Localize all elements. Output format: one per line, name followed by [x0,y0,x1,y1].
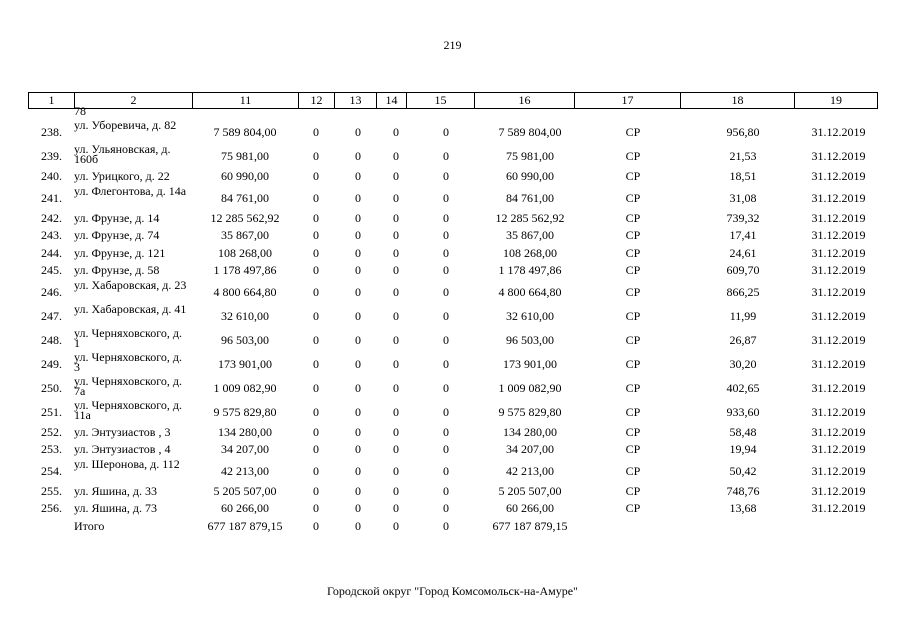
value-cell-19: 31.12.2019 [811,169,866,183]
value-cell-18: 933,60 [726,404,760,419]
value-cell-15: 0 [443,501,449,515]
value-cell-17: СР [625,404,641,419]
value-cell-17: СР [625,424,641,439]
address-cell: ул. Урицкого, д. 22 [74,169,170,183]
value-cell-16: 42 213,00 [506,463,554,478]
value-cell-19: 31.12.2019 [811,263,866,277]
table-row [28,144,877,168]
value-cell-14: 0 [393,501,399,515]
value-cell-17: СР [625,332,641,347]
value-cell-15: 0 [443,245,449,260]
value-cell-13: 0 [355,210,361,225]
row-number: 239. [41,149,62,163]
value-cell-19: 31.12.2019 [811,308,866,323]
value-cell-14: 0 [393,424,399,439]
value-cell-11: 84 761,00 [221,190,269,205]
value-cell-18: 21,53 [729,149,757,163]
value-cell-13: 0 [355,483,361,498]
value-cell-14: 0 [393,190,399,205]
value-cell-19: 31.12.2019 [811,245,866,260]
value-cell-12: 0 [313,380,319,395]
value-cell-11: 42 213,00 [221,463,269,478]
row-number: 245. [41,263,62,277]
value-cell-19: 31.12.2019 [811,125,866,139]
value-cell-18: 30,20 [729,356,757,371]
row-number: 244. [41,245,62,260]
value-cell-13: 0 [355,308,361,323]
header-cell: 15 [407,93,475,109]
value-cell-18: 956,80 [726,125,760,139]
value-cell-19: 31.12.2019 [811,149,866,163]
value-cell-14: 0 [393,169,399,183]
value-cell-15: 0 [443,169,449,183]
value-cell-13: 0 [355,149,361,163]
header-cell: 11 [193,93,299,109]
total-cell-14: 0 [393,518,399,533]
address-cell: ул. Фрунзе, д. 74 [74,228,160,242]
value-cell-12: 0 [313,483,319,498]
value-cell-15: 0 [443,442,449,456]
row-number: 256. [41,501,62,515]
value-cell-16: 173 901,00 [503,356,557,371]
value-cell-17: СР [625,284,641,299]
address-cell: ул. Черняховского, д. 7а [74,373,182,398]
value-cell-15: 0 [443,483,449,498]
value-cell-11: 12 285 562,92 [210,210,280,225]
address-cell: ул. Энтузиастов , 4 [74,442,171,456]
value-cell-14: 0 [393,356,399,371]
value-cell-16: 35 867,00 [506,228,554,242]
value-cell-16: 96 503,00 [506,332,554,347]
value-cell-12: 0 [313,332,319,347]
value-cell-12: 0 [313,228,319,242]
value-cell-18: 748,76 [726,483,760,498]
address-cell: ул. Ульяновская, д. 160б [74,142,171,166]
table-row [28,441,877,459]
value-cell-16: 60 266,00 [506,501,554,515]
value-cell-14: 0 [393,284,399,299]
value-cell-12: 0 [313,501,319,515]
value-cell-19: 31.12.2019 [811,424,866,439]
row-number: 242. [41,210,62,225]
value-cell-12: 0 [313,424,319,439]
value-cell-17: СР [625,125,641,139]
row-number: 249. [41,356,62,371]
value-cell-14: 0 [393,125,399,139]
table-row [28,262,877,280]
value-cell-18: 11,99 [729,308,757,323]
row-number: 240. [41,169,62,183]
value-cell-17: СР [625,442,641,456]
value-cell-12: 0 [313,284,319,299]
table-row [28,349,877,376]
total-cell-11: 677 187 879,15 [207,518,283,533]
address-cell: ул. Фрунзе, д. 14 [74,210,160,225]
value-cell-11: 1 009 082,90 [213,380,277,395]
value-cell-13: 0 [355,332,361,347]
value-cell-17: СР [625,210,641,225]
value-cell-14: 0 [393,210,399,225]
value-cell-11: 75 981,00 [221,149,269,163]
value-cell-18: 31,08 [729,190,757,205]
value-cell-13: 0 [355,424,361,439]
row-number: 250. [41,380,62,395]
address-cell: ул. Хабаровская, д. 23 [74,277,187,292]
value-cell-13: 0 [355,463,361,478]
value-cell-19: 31.12.2019 [811,483,866,498]
value-cell-17: СР [625,463,641,478]
row-number: 248. [41,332,62,347]
address-cell: ул. Хабаровская, д. 41 [74,301,187,316]
value-cell-15: 0 [443,308,449,323]
address-cell: 78 [74,104,86,118]
table-row [28,456,877,483]
value-cell-16: 1 009 082,90 [498,380,562,395]
value-cell-12: 0 [313,149,319,163]
value-cell-12: 0 [313,125,319,139]
value-cell-13: 0 [355,356,361,371]
value-cell-15: 0 [443,332,449,347]
value-cell-16: 1 178 497,86 [498,263,562,277]
value-cell-15: 0 [443,125,449,139]
value-cell-11: 1 178 497,86 [213,263,277,277]
address-cell: ул. Энтузиастов , 3 [74,424,171,439]
value-cell-16: 4 800 664,80 [498,284,562,299]
value-cell-17: СР [625,169,641,183]
address-cell: ул. Флегонтова, д. 14а [74,183,187,198]
value-cell-13: 0 [355,284,361,299]
value-cell-12: 0 [313,245,319,260]
value-cell-16: 34 207,00 [506,442,554,456]
value-cell-19: 31.12.2019 [811,228,866,242]
value-cell-14: 0 [393,442,399,456]
table-row [28,500,877,518]
row-number: 238. [41,125,62,139]
value-cell-18: 13,68 [729,501,757,515]
row-number: 251. [41,404,62,419]
value-cell-16: 84 761,00 [506,190,554,205]
value-cell-18: 17,41 [729,228,757,242]
value-cell-11: 9 575 829,80 [213,404,277,419]
value-cell-11: 32 610,00 [221,308,269,323]
header-cell: 19 [795,93,878,109]
table-body [28,104,877,535]
header-cell: 16 [475,93,575,109]
value-cell-18: 50,42 [729,463,757,478]
value-cell-15: 0 [443,463,449,478]
value-cell-15: 0 [443,380,449,395]
value-cell-17: СР [625,483,641,498]
table-row [28,210,877,228]
value-cell-17: СР [625,308,641,323]
value-cell-16: 32 610,00 [506,308,554,323]
value-cell-14: 0 [393,149,399,163]
value-cell-15: 0 [443,190,449,205]
value-cell-12: 0 [313,404,319,419]
table-row [28,301,877,328]
address-cell: ул. Фрунзе, д. 58 [74,263,160,277]
value-cell-16: 75 981,00 [506,149,554,163]
total-cell-12: 0 [313,518,319,533]
value-cell-11: 4 800 664,80 [213,284,277,299]
value-cell-12: 0 [313,210,319,225]
row-number: 254. [41,463,62,478]
value-cell-17: СР [625,356,641,371]
value-cell-18: 58,48 [729,424,757,439]
row-number: 255. [41,483,62,498]
value-cell-19: 31.12.2019 [811,380,866,395]
value-cell-14: 0 [393,332,399,347]
value-cell-17: СР [625,380,641,395]
value-cell-19: 31.12.2019 [811,463,866,478]
table-row [28,483,877,501]
value-cell-19: 31.12.2019 [811,404,866,419]
value-cell-13: 0 [355,245,361,260]
header-cell: 2 [75,93,193,109]
value-cell-12: 0 [313,308,319,323]
value-cell-18: 26,87 [729,332,757,347]
value-cell-16: 5 205 507,00 [498,483,562,498]
address-cell: ул. Черняховского, д. 11а [74,397,182,422]
address-cell: ул. Черняховского, д. 3 [74,349,182,374]
total-cell-15: 0 [443,518,449,533]
total-label: Итого [74,518,105,533]
value-cell-15: 0 [443,263,449,277]
page-number: 219 [443,38,462,52]
value-cell-18: 24,61 [729,245,757,260]
row-number: 246. [41,284,62,299]
value-cell-13: 0 [355,190,361,205]
table-row [28,424,877,442]
value-cell-11: 34 207,00 [221,442,269,456]
value-cell-16: 7 589 804,00 [498,125,562,139]
total-row [28,518,877,535]
value-cell-17: СР [625,245,641,260]
value-cell-11: 173 901,00 [218,356,272,371]
value-cell-16: 108 268,00 [503,245,557,260]
value-cell-11: 96 503,00 [221,332,269,347]
value-cell-11: 134 280,00 [218,424,272,439]
value-cell-14: 0 [393,404,399,419]
address-cell: ул. Уборевича, д. 82 [74,118,177,132]
value-cell-18: 739,32 [726,210,760,225]
value-cell-16: 12 285 562,92 [495,210,565,225]
value-cell-14: 0 [393,263,399,277]
row-number: 252. [41,424,62,439]
header-cell: 17 [575,93,681,109]
value-cell-13: 0 [355,169,361,183]
value-cell-14: 0 [393,245,399,260]
table-row [28,397,877,424]
table-row [28,277,877,304]
value-cell-19: 31.12.2019 [811,442,866,456]
table-row [28,373,877,400]
header-cell: 1 [29,93,75,109]
header-cell: 18 [681,93,795,109]
value-cell-19: 31.12.2019 [811,332,866,347]
value-cell-17: СР [625,228,641,242]
value-cell-14: 0 [393,380,399,395]
value-cell-16: 9 575 829,80 [498,404,562,419]
value-cell-17: СР [625,190,641,205]
document-footer: Городской округ "Город Комсомольск-на-Амуре" [327,584,578,598]
value-cell-11: 60 266,00 [221,501,269,515]
value-cell-19: 31.12.2019 [811,501,866,515]
address-cell: ул. Яшина, д. 73 [74,501,157,515]
value-cell-12: 0 [313,356,319,371]
table-row [28,227,877,245]
address-cell: ул. Фрунзе, д. 121 [74,245,166,260]
value-cell-12: 0 [313,442,319,456]
value-cell-16: 60 990,00 [506,169,554,183]
value-cell-12: 0 [313,190,319,205]
row-number: 253. [41,442,62,456]
value-cell-11: 35 867,00 [221,228,269,242]
value-cell-13: 0 [355,380,361,395]
value-cell-15: 0 [443,210,449,225]
value-cell-15: 0 [443,356,449,371]
value-cell-19: 31.12.2019 [811,356,866,371]
table-row [28,245,877,263]
value-cell-18: 19,94 [729,442,757,456]
value-cell-19: 31.12.2019 [811,190,866,205]
value-cell-13: 0 [355,442,361,456]
total-cell-16: 677 187 879,15 [492,518,568,533]
value-cell-17: СР [625,501,641,515]
header-cell: 12 [299,93,335,109]
value-cell-13: 0 [355,125,361,139]
header-cell: 14 [377,93,407,109]
address-cell: ул. Яшина, д. 33 [74,483,157,498]
value-cell-13: 0 [355,404,361,419]
value-cell-14: 0 [393,483,399,498]
value-cell-19: 31.12.2019 [811,210,866,225]
value-cell-18: 402,65 [726,380,760,395]
value-cell-13: 0 [355,228,361,242]
value-cell-15: 0 [443,149,449,163]
header-cell: 13 [335,93,377,109]
total-cell-13: 0 [355,518,361,533]
table-row [28,325,877,352]
value-cell-11: 7 589 804,00 [213,125,277,139]
value-cell-17: СР [625,263,641,277]
table-row [28,120,877,144]
row-number: 241. [41,190,62,205]
value-cell-16: 134 280,00 [503,424,557,439]
value-cell-12: 0 [313,263,319,277]
address-cell: ул. Черняховского, д. 1 [74,325,182,350]
table-row [28,168,877,186]
value-cell-13: 0 [355,263,361,277]
value-cell-14: 0 [393,463,399,478]
value-cell-11: 5 205 507,00 [213,483,277,498]
value-cell-11: 60 990,00 [221,169,269,183]
value-cell-18: 866,25 [726,284,760,299]
value-cell-14: 0 [393,308,399,323]
value-cell-15: 0 [443,404,449,419]
value-cell-12: 0 [313,169,319,183]
value-cell-12: 0 [313,463,319,478]
row-number: 243. [41,228,62,242]
value-cell-14: 0 [393,228,399,242]
value-cell-18: 609,70 [726,263,760,277]
row-number: 247. [41,308,62,323]
table-row [28,183,877,210]
value-cell-17: СР [625,149,641,163]
value-cell-13: 0 [355,501,361,515]
value-cell-19: 31.12.2019 [811,284,866,299]
value-cell-18: 18,51 [729,169,757,183]
value-cell-15: 0 [443,424,449,439]
value-cell-15: 0 [443,284,449,299]
address-cell: ул. Шеронова, д. 112 [74,456,180,471]
value-cell-11: 108 268,00 [218,245,272,260]
value-cell-15: 0 [443,228,449,242]
